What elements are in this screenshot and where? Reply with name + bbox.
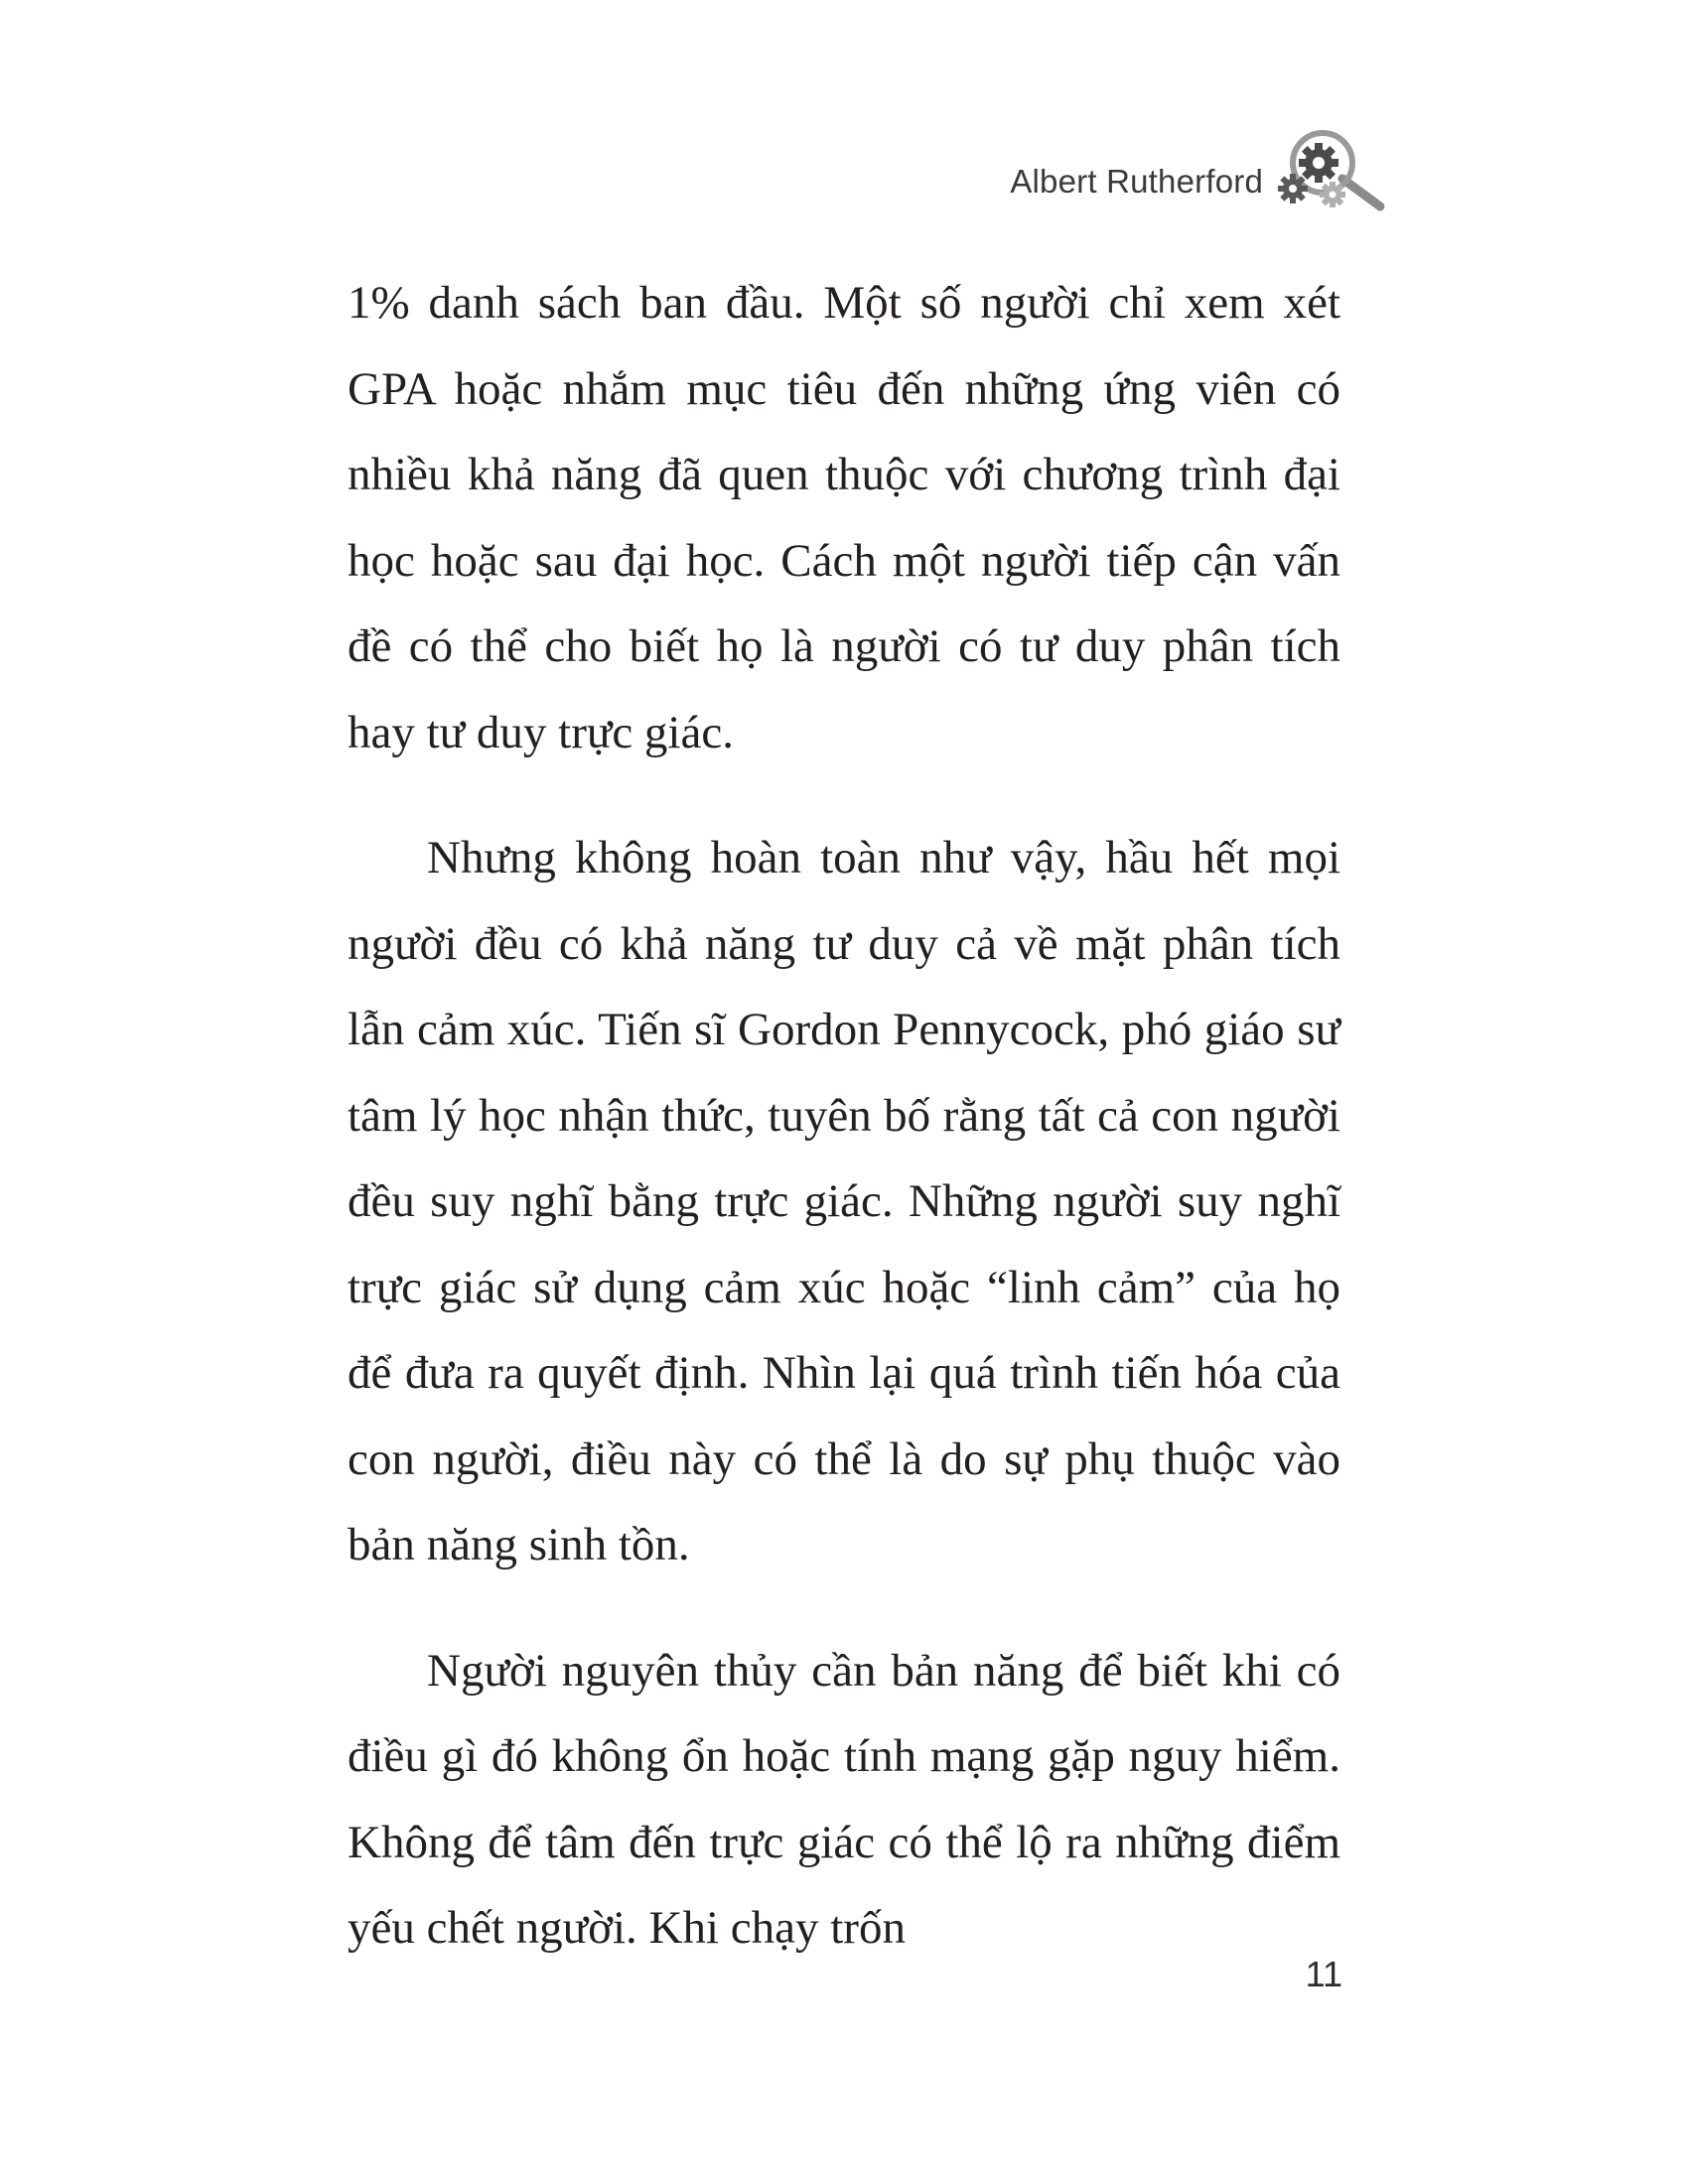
gears-magnifier-icon	[1271, 127, 1390, 226]
page-number: 11	[1305, 1954, 1342, 1994]
paragraph: 1% danh sách ban đầu. Một số người chỉ xem xét GPA hoặc nhắm mục tiêu đến những ứng viên có nhiều khả năng đã quen thuộc với chương trình đại học hoặc sau đại học. Cách một người tiếp cận vấn đề có thể cho biết họ là người có tư duy phân tích hay tư duy trực giác.	[348, 277, 1340, 758]
paragraph: Người nguyên thủy cần bản năng để biết khi có điều gì đó không ổn hoặc tính mạng gặp nguy hiểm. Không để tâm đến trực giác có thể lộ ra những điểm yếu chết người. Khi chạy trốn	[348, 1644, 1340, 1954]
body-text	[348, 260, 1340, 1972]
paragraph: Nhưng không hoàn toàn như vậy, hầu hết mọi người đều có khả năng tư duy cả về mặt phân tích lẫn cảm xúc. Tiến sĩ Gordon Pennycock, phó giáo sư tâm lý học nhận thức, tuyên bố rằng tất cả con người đều suy nghĩ bằng trực giác. Những người suy nghĩ trực giác sử dụng cảm xúc hoặc “linh cảm” của họ để đưa ra quyết định. Nhìn lại quá trình tiến hóa của con người, điều này có thể là do sự phụ thuộc vào bản năng sinh tồn.	[348, 832, 1340, 1570]
running-header	[1010, 127, 1390, 226]
header-author: Albert Rutherford	[1010, 163, 1263, 200]
